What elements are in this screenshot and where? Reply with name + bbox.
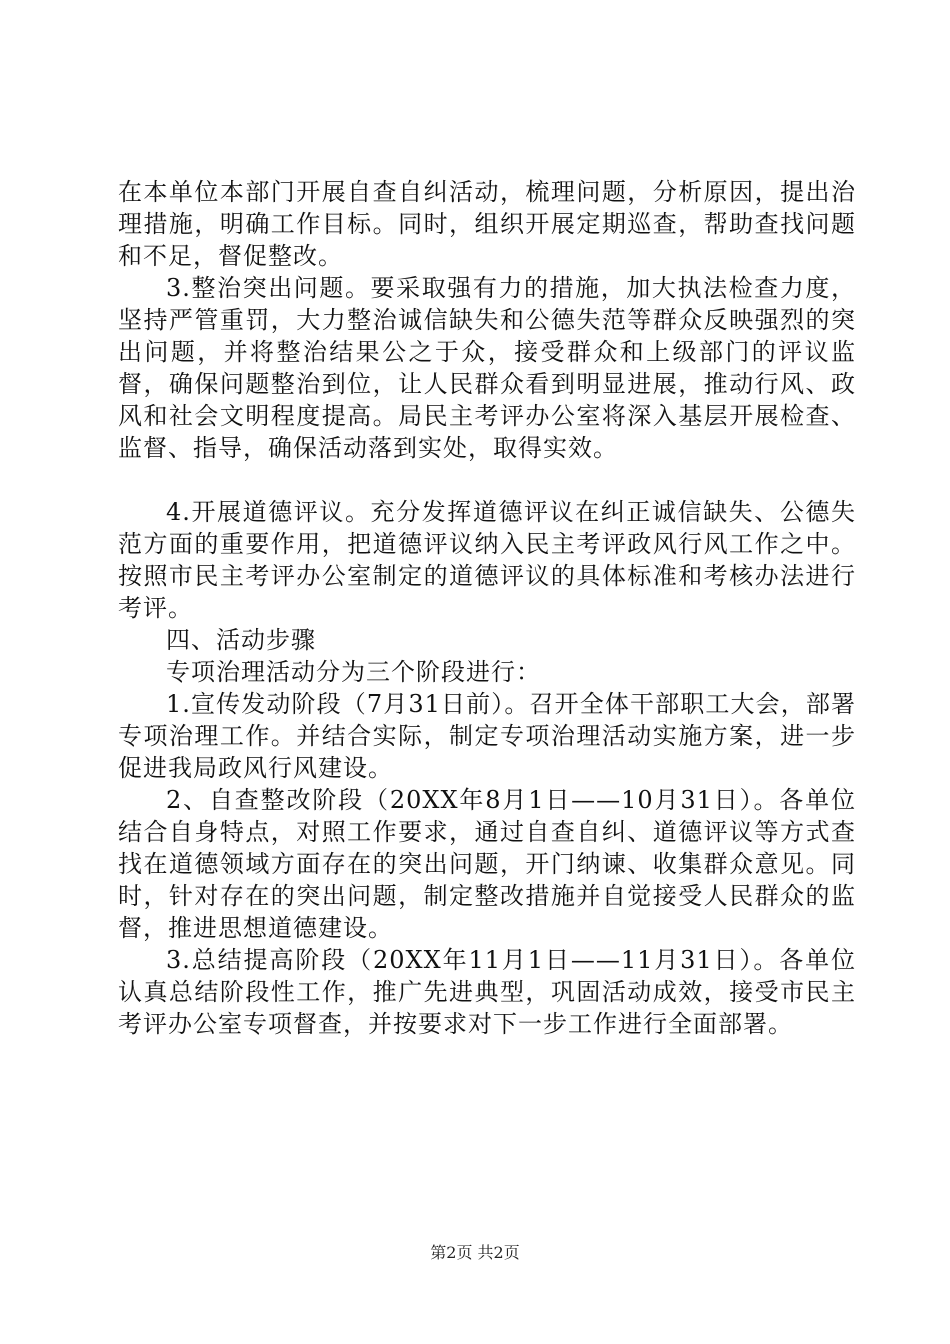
paragraph-item-4: 4.开展道德评议。充分发挥道德评议在纠正诚信缺失、公德失范方面的重要作用，把道德评议纳入民主考评政风行风工作之中。按照市民主考评办公室制定的道德评议的具体标准和考核办法进行考评。 (118, 498, 856, 622)
paragraph-stages-intro: 专项治理活动分为三个阶段进行： (166, 658, 541, 686)
paragraph-stage-2: 2、自查整改阶段（20XX年8月1日——10月31日）。各单位结合自身特点，对照工作要求，通过自查自纠、道德评议等方式查找在道德领域方面存在的突出问题，开门纳谏、收集群众意见。同时，针对存在的突出问题，制定整改措施并自觉接受人民群众的监督，推进思想道德建设。 (118, 786, 856, 942)
paragraph-continuation: 在本单位本部门开展自查自纠活动，梳理问题，分析原因，提出治理措施，明确工作目标。同时，组织开展定期巡查，帮助查找问题和不足，督促整改。 (118, 178, 856, 270)
document-body (118, 176, 856, 1040)
paragraph-stage-1: 1.宣传发动阶段（7月31日前）。召开全体干部职工大会，部署专项治理工作。并结合实际，制定专项治理活动实施方案，进一步促进我局政风行风建设。 (118, 690, 856, 782)
section-heading-steps: 四、活动步骤 (166, 626, 316, 654)
paragraph-item-3: 3.整治突出问题。要采取强有力的措施，加大执法检查力度，坚持严管重罚，大力整治诚信缺失和公德失范等群众反映强烈的突出问题，并将整治结果公之于众，接受群众和上级部门的评议监督，确保问题整治到位，让人民群众看到明显进展，推动行风、政风和社会文明程度提高。局民主考评办公室将深入基层开展检查、监督、指导，确保活动落到实处，取得实效。 (118, 274, 856, 462)
paragraph-stage-3: 3.总结提高阶段（20XX年11月1日——11月31日）。各单位认真总结阶段性工作，推广先进典型，巩固活动成效，接受市民主考评办公室专项督查，并按要求对下一步工作进行全面部署。 (118, 946, 856, 1038)
page-footer: 第2页 共2页 (430, 1243, 520, 1262)
